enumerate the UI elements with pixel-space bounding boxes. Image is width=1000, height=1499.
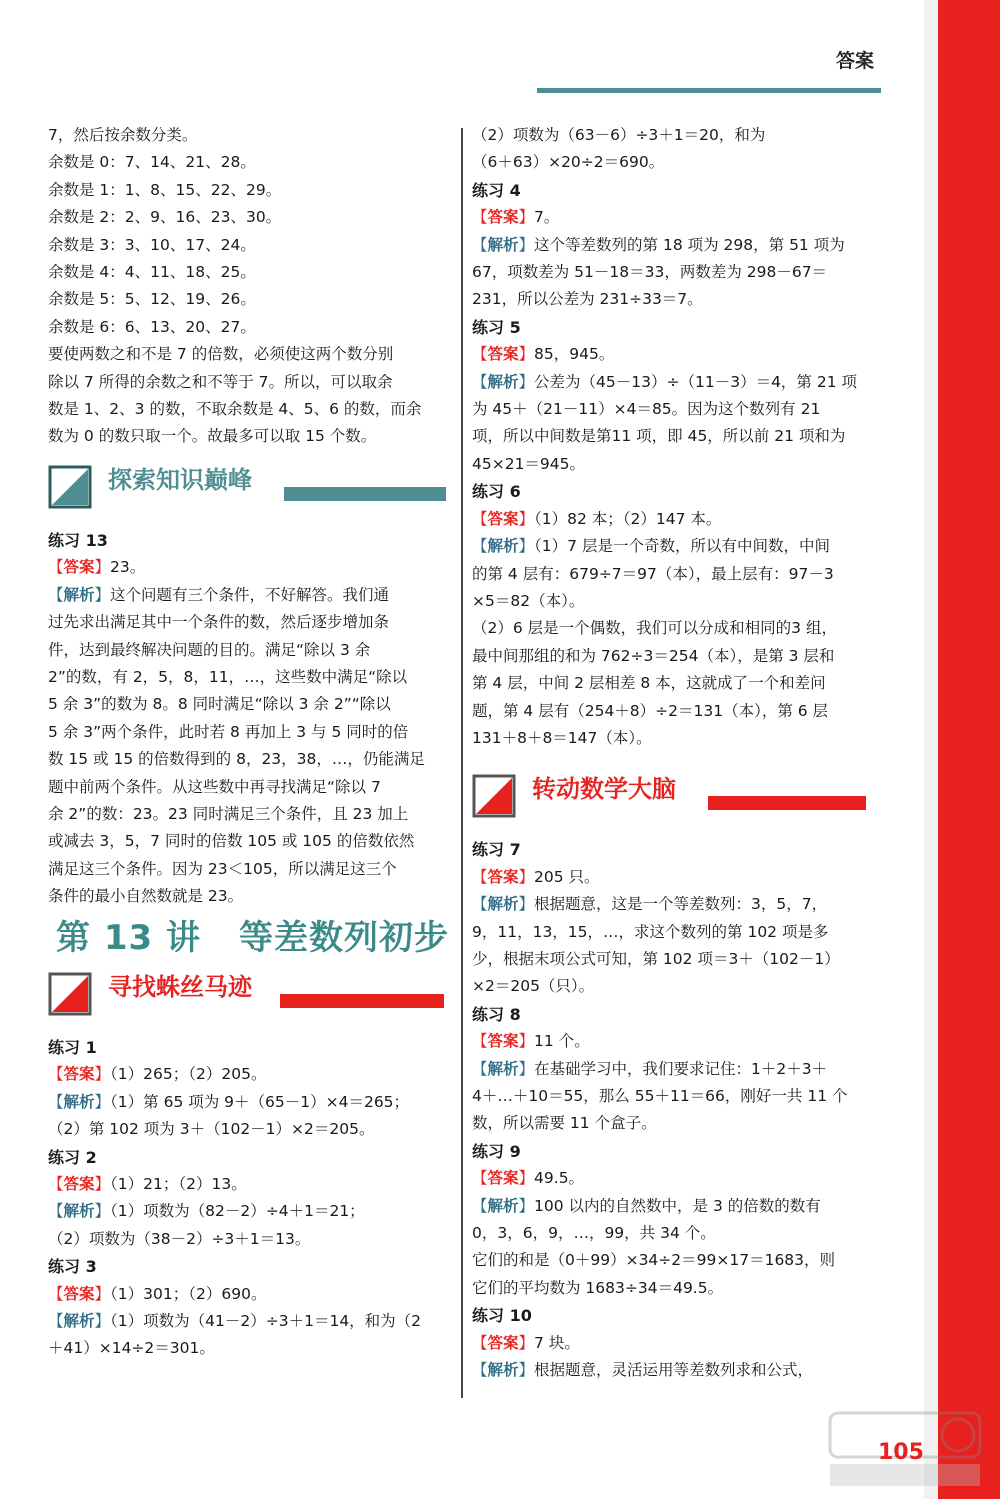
section-title: 探索知识巅峰	[108, 465, 252, 494]
text-line: 题中前两个条件。从这些数中再寻找满足“除以 7	[48, 777, 381, 796]
answer-line: 【答案】49.5。	[472, 1169, 585, 1188]
exercise-7	[472, 836, 888, 1000]
answer-line: 【答案】11 个。	[472, 1032, 590, 1051]
text-line: （2）项数为（38－2）÷3＋1＝13。	[48, 1229, 311, 1248]
analysis-tag: 解析	[487, 1361, 519, 1380]
exercise-title: 练习 3	[48, 1257, 97, 1277]
analysis-tag: 解析	[487, 537, 519, 556]
section-bar	[280, 994, 444, 1008]
answer-tag: 答案	[63, 1175, 95, 1193]
analysis-tag: 解析	[487, 1196, 519, 1215]
red-triangle-icon	[472, 774, 516, 818]
text-line: 5 余 3”两个条件，此时若 8 再加上 3 与 5 同时的倍	[48, 722, 409, 741]
text-line: 要使两数之和不是 7 的倍数，必须使这两个数分别	[48, 345, 394, 364]
analysis-line: 【解析】（1）项数为（41－2）÷3＋1＝14，和为（2	[48, 1312, 422, 1331]
text-line: 数，所以需要 11 个盒子。	[472, 1114, 657, 1133]
analysis-line: 【解析】100 以内的自然数中，是 3 的倍数的数有	[472, 1196, 821, 1215]
answer-tag: 答案	[487, 345, 519, 364]
text-line: 数是 1、2、3 的数，不取余数是 4、5、6 的数，而余	[48, 400, 422, 419]
analysis-tag: 解析	[63, 1312, 95, 1331]
exercise-title: 练习 8	[472, 1004, 521, 1024]
exercise-2	[48, 1144, 456, 1254]
lecture-title	[56, 917, 456, 958]
answer-tag: 答案	[487, 1169, 519, 1188]
page-number: 105	[878, 1440, 924, 1465]
analysis-tag: 解析	[487, 372, 519, 391]
exercise-6	[472, 478, 888, 752]
analysis-tag: 解析	[63, 1202, 95, 1221]
text-line: 或减去 3，5，7 同时的倍数 105 或 105 的倍数依然	[48, 832, 415, 851]
right-column	[472, 122, 888, 1384]
text-line: ×5＝82（本）。	[472, 591, 585, 610]
answer-tag: 答案	[487, 509, 519, 528]
answer-tag: 答案	[487, 867, 519, 886]
exercise-4	[472, 177, 888, 314]
section-header-clues	[48, 968, 456, 1030]
text-line: 45×21＝945。	[472, 454, 586, 473]
analysis-tag: 解析	[487, 895, 519, 914]
red-side-bar	[938, 0, 1000, 1499]
text-line: 0，3，6，9，…，99，共 34 个。	[472, 1224, 716, 1243]
text-line: ＋41）×14÷2＝301。	[48, 1339, 215, 1358]
page-edge-shadow	[924, 0, 938, 1499]
text-line: 余数是 4：4、11、18、25。	[48, 263, 256, 282]
answer-tag: 答案	[63, 558, 95, 577]
text-line: 余数是 6：6、13、20、27。	[48, 317, 256, 336]
text-line: 131＋8＋8＝147（本）。	[472, 728, 652, 747]
text-line: 2”的数，有 2，5，8，11，…，这些数中满足“除以	[48, 667, 408, 686]
exercise-5	[472, 314, 888, 478]
analysis-line: 【解析】这个等差数列的第 18 项为 298，第 51 项为	[472, 235, 845, 254]
exercise-title: 练习 4	[472, 180, 521, 200]
teal-triangle-icon	[48, 465, 92, 509]
column-divider	[461, 128, 463, 1398]
exercise-title: 练习 9	[472, 1141, 521, 1161]
section-title: 寻找蛛丝马迹	[108, 972, 252, 1001]
text-line: 9，11，13，15，…，求这个数列的第 102 项是多	[472, 922, 829, 941]
analysis-tag: 解析	[63, 585, 95, 604]
answer-line: 【答案】（1）21；（2）13。	[48, 1175, 247, 1193]
answer-line: 【答案】205 只。	[472, 867, 600, 886]
lecture-name: 等差数列初步	[239, 917, 449, 958]
text-line: 少，根据末项公式可知，第 102 项＝3＋（102－1）	[472, 949, 840, 968]
text-line: 4＋…＋10＝55，那么 55＋11＝66，刚好一共 11 个	[472, 1087, 848, 1105]
exercise-title: 练习 7	[472, 840, 521, 860]
section-bar	[284, 487, 446, 501]
text-line: 它们的和是（0＋99）×34÷2＝99×17＝1683，则	[472, 1251, 836, 1270]
text-line: 项，所以中间数是第11 项，即 45，所以前 21 项和为	[472, 427, 846, 446]
exercise-title: 练习 2	[48, 1147, 97, 1167]
analysis-line: 【解析】根据题意，这是一个等差数列：3，5，7，	[472, 895, 828, 914]
text-line: 满足这三个条件。因为 23＜105，所以满足这三个	[48, 859, 397, 878]
exercise-title: 练习 10	[472, 1306, 532, 1326]
answer-line: 【答案】（1）82 本；（2）147 本。	[472, 509, 722, 528]
left-intro	[48, 122, 456, 451]
text-line: 它们的平均数为 1683÷34＝49.5。	[472, 1278, 724, 1297]
analysis-tag: 解析	[63, 1092, 95, 1111]
answer-line: 【答案】7。	[472, 208, 560, 227]
text-line: 7，然后按余数分类。	[48, 126, 198, 144]
analysis-line: 【解析】公差为（45－13）÷（11－3）＝4，第 21 项	[472, 372, 858, 391]
section-header-brain	[472, 770, 888, 832]
text-line: 件，达到最终解决问题的目的。满足“除以 3 余	[48, 640, 371, 659]
analysis-line: 【解析】（1）第 65 项为 9＋（65－1）×4＝265；	[48, 1092, 410, 1111]
analysis-line: 【解析】（1）7 层是一个奇数，所以有中间数，中间	[472, 537, 830, 556]
lecture-number: 第 13 讲	[56, 917, 201, 958]
answer-tag: 答案	[63, 1065, 95, 1084]
text-line: （2）项数为（63－6）÷3＋1＝20，和为	[472, 126, 766, 144]
section-title: 转动数学大脑	[532, 775, 676, 804]
text-line: 条件的最小自然数就是 23。	[48, 887, 244, 906]
text-line: 除以 7 所得的余数之和不等于 7。所以，可以取余	[48, 372, 393, 391]
text-line: 数 15 或 15 的倍数得到的 8，23，38，…，仍能满足	[48, 750, 425, 769]
answer-tag: 答案	[63, 1284, 95, 1303]
answer-tag: 答案	[487, 1333, 519, 1352]
answer-tag: 答案	[487, 1032, 519, 1051]
analysis-tag: 解析	[487, 235, 519, 254]
exercise-10	[472, 1302, 888, 1384]
text-line: 第 4 层，中间 2 层相差 8 本，这就成了一个和差问	[472, 674, 826, 693]
analysis-line: 【解析】（1）项数为（82－2）÷4＋1＝21；	[48, 1202, 365, 1221]
header-rule	[537, 88, 881, 93]
answer-line: 【答案】（1）265；（2）205。	[48, 1065, 267, 1084]
text-line: （2）6 层是一个偶数，我们可以分成和相同的3 组，	[472, 619, 837, 638]
text-line: 题，第 4 层有（254＋8）÷2＝131（本），第 6 层	[472, 701, 829, 720]
header-title: 答案	[836, 50, 875, 72]
exercise-title: 练习 1	[48, 1037, 97, 1057]
text-line: 过先求出满足其中一个条件的数，然后逐步增加条	[48, 613, 390, 632]
text-line: ×2＝205（只）。	[472, 977, 595, 996]
section-header-explore	[48, 461, 456, 523]
answer-line: 【答案】（1）301；（2）690。	[48, 1284, 267, 1303]
text-line: 余 2”的数：23。23 同时满足三个条件，且 23 加上	[48, 804, 409, 823]
answer-line: 【答案】85，945。	[472, 345, 615, 364]
exercise-title: 练习 5	[472, 317, 521, 337]
text-line: 的第 4 层有：679÷7＝97（本），最上层有：97－3	[472, 564, 834, 583]
text-line: 231，所以公差为 231÷33＝7。	[472, 290, 703, 309]
text-line: （2）第 102 项为 3＋（102－1）×2＝205。	[48, 1120, 375, 1139]
text-line: 最中间那组的和为 762÷3＝254（本），是第 3 层和	[472, 646, 835, 665]
exercise-8	[472, 1001, 888, 1138]
text-line: 余数是 1：1、8、15、22、29。	[48, 180, 282, 199]
exercise-title: 练习 6	[472, 482, 521, 502]
red-triangle-icon	[48, 972, 92, 1016]
exercise-9	[472, 1138, 888, 1302]
analysis-line: 【解析】根据题意，灵活运用等差数列求和公式，	[472, 1361, 814, 1380]
text-line: 为 45＋（21－11）×4＝85。因为这个数列有 21	[472, 400, 821, 419]
exercise-1	[48, 1034, 456, 1144]
text-line: 67，项数差为 51－18＝33，两数差为 298－67＝	[472, 263, 828, 282]
exercise-3	[48, 1253, 456, 1363]
answer-tag: 答案	[487, 208, 519, 227]
left-column	[48, 122, 456, 1363]
text-line: 余数是 2：2、9、16、23、30。	[48, 208, 282, 227]
text-line: （6＋63）×20÷2＝690。	[472, 153, 665, 172]
exercise-title: 练习 13	[48, 530, 108, 550]
text-line: 5 余 3”的数为 8。8 同时满足“除以 3 余 2”“除以	[48, 695, 391, 714]
answer-line: 【答案】7 块。	[472, 1333, 580, 1352]
text-line: 余数是 3：3、10、17、24。	[48, 235, 256, 254]
analysis-tag: 解析	[487, 1059, 519, 1078]
text-line: 余数是 5：5、12、19、26。	[48, 290, 256, 309]
analysis-line: 【解析】在基础学习中，我们要求记住：1＋2＋3＋	[472, 1059, 828, 1078]
text-line: 数为 0 的数只取一个。故最多可以取 15 个数。	[48, 427, 377, 446]
analysis-line: 【解析】这个问题有三个条件，不好解答。我们通	[48, 585, 390, 604]
text-line: 余数是 0：7、14、21、28。	[48, 153, 256, 172]
answer-line: 【答案】23。	[48, 558, 146, 577]
section-bar	[708, 796, 866, 810]
exercise-13	[48, 527, 456, 911]
